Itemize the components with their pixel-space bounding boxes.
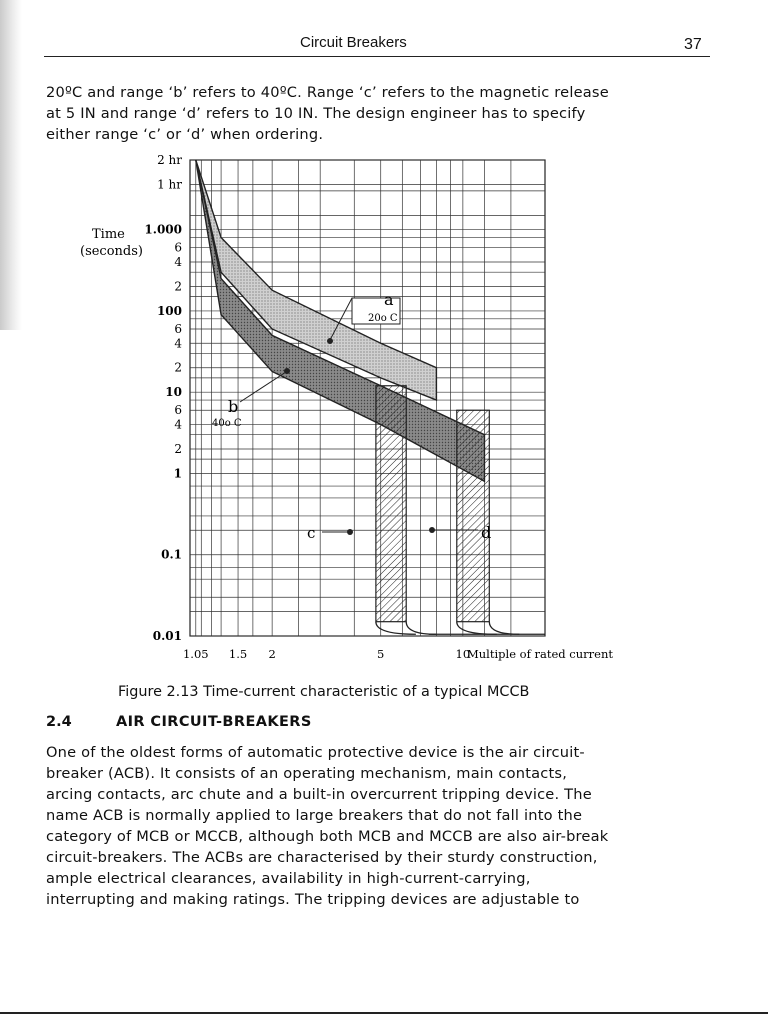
y-tick-label: 2	[174, 279, 182, 294]
body-line: interrupting and making ratings. The tripping devices are adjustable to	[46, 891, 580, 908]
annotation-b-dot	[284, 368, 290, 374]
x-tick-label: 5	[377, 647, 385, 661]
body-line: circuit-breakers. The ACBs are characterised by their sturdy construction,	[46, 849, 598, 866]
footer-rule	[0, 1012, 768, 1014]
y-axis-label: (seconds)	[80, 244, 143, 259]
y-tick-label: 6	[174, 240, 182, 255]
annotation-d-label: d	[481, 523, 492, 542]
y-tick-label: 100	[156, 303, 182, 318]
annotation-d-dot	[429, 527, 435, 533]
y-tick-label: 4	[174, 336, 182, 351]
annotation-a-dot	[327, 338, 333, 344]
annotation-c-dot	[347, 529, 353, 535]
time-current-chart	[0, 140, 768, 680]
body-line: arcing contacts, arc chute and a built-in overcurrent tripping device. The	[46, 786, 592, 803]
x-tick-label: 10	[455, 647, 471, 661]
body-line: One of the oldest forms of automatic protective device is the air circuit-	[46, 744, 585, 761]
annotation-a-label: a	[384, 290, 394, 309]
annotation-b-label: b	[228, 397, 239, 416]
y-tick-label: 4	[174, 255, 182, 270]
section-number: 2.4	[46, 714, 72, 730]
annotation-c	[307, 524, 353, 542]
y-tick-label: 2	[174, 442, 182, 457]
band-d-curve-right	[489, 622, 519, 635]
band-c-curve-right	[406, 622, 436, 635]
band-d	[457, 410, 490, 621]
intro-paragraph	[46, 82, 706, 145]
page-number: 37	[684, 36, 702, 53]
x-tick-label: 1.05	[182, 647, 209, 661]
intro-line: at 5 IN and range ‘d’ refers to 10 IN. The design engineer has to specify	[46, 105, 586, 122]
annotation-b-leader	[240, 372, 286, 402]
figure-caption: Figure 2.13 Time-current characteristic of a typical MCCB	[118, 684, 530, 700]
y-tick-label: 4	[174, 417, 182, 432]
x-tick-label: 1.5	[228, 647, 248, 661]
header-rule	[44, 56, 710, 57]
y-tick-label: 10	[165, 385, 182, 400]
x-tick-label: 2	[268, 647, 276, 661]
y-tick-label: 0.01	[152, 629, 182, 643]
body-line: breaker (ACB). It consists of an operating mechanism, main contacts,	[46, 765, 568, 782]
y-tick-label: 1.000	[144, 222, 182, 237]
y-tick-label: 0.1	[161, 547, 182, 562]
band-c	[376, 386, 406, 622]
y-tick-label: 2	[174, 360, 182, 375]
annotation-b	[212, 368, 290, 429]
y-tick-label: 2 hr	[157, 153, 182, 167]
intro-line: either range ‘c’ or ‘d’ when ordering.	[46, 126, 324, 143]
intro-line: 20ºC and range ‘b’ refers to 40ºC. Range ‘c’ refers to the magnetic release	[46, 84, 609, 101]
running-header-title: Circuit Breakers	[300, 34, 407, 51]
body-line: category of MCB or MCCB, although both MCB and MCCB are also air-break	[46, 828, 609, 845]
y-axis-label: Time	[92, 227, 125, 242]
y-tick-label: 6	[174, 321, 182, 336]
section-title: AIR CIRCUIT-BREAKERS	[116, 714, 312, 730]
band-c-curve-left	[376, 622, 416, 635]
y-tick-label: 1	[173, 466, 182, 481]
annotation-a-sublabel: 20o C	[368, 313, 398, 324]
x-axis-label: Multiple of rated current	[467, 647, 613, 661]
y-tick-label: 6	[174, 403, 182, 418]
body-line: name ACB is normally applied to large breakers that do not fall into the	[46, 807, 583, 824]
body-paragraph	[46, 742, 706, 910]
annotation-c-label: c	[307, 524, 316, 542]
y-tick-label: 1 hr	[157, 177, 182, 192]
body-line: ample electrical clearances, availability in high-current-carrying,	[46, 870, 531, 887]
annotation-b-sublabel: 40o C	[212, 418, 242, 429]
